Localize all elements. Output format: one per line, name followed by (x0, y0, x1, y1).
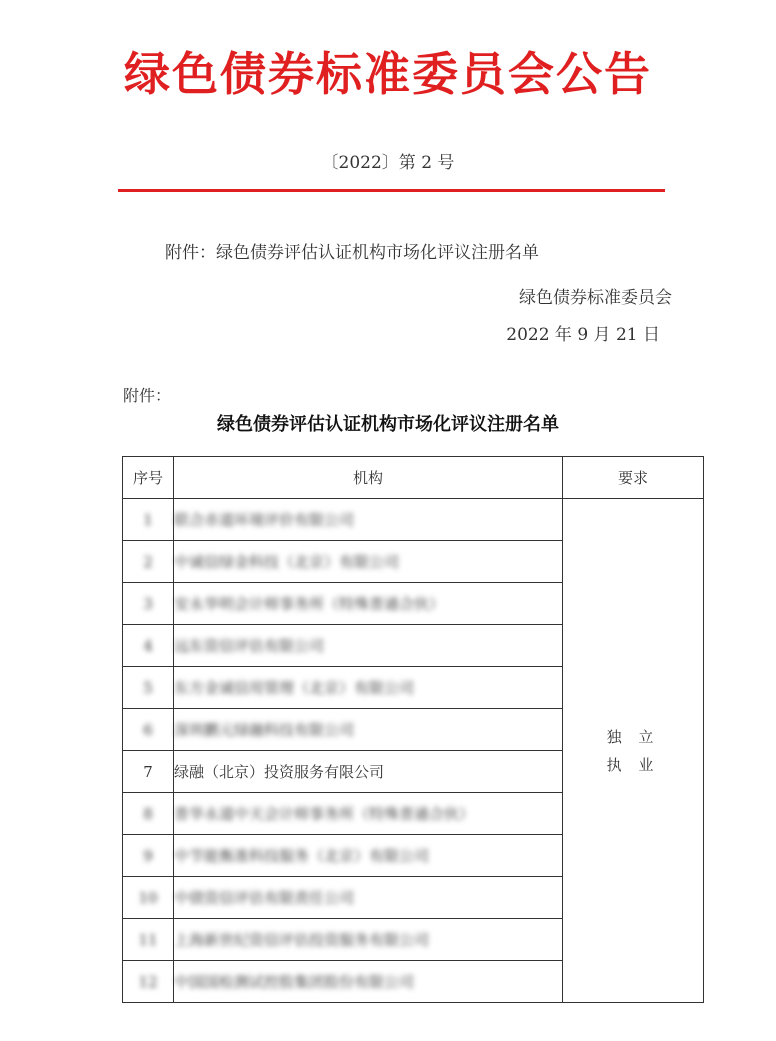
row-seq: 10 (123, 877, 174, 919)
row-seq: 11 (123, 919, 174, 961)
row-organization: 中国国检测试控股集团股份有限公司 (174, 961, 563, 1003)
row-organization: 中债资信评估有限责任公司 (174, 877, 563, 919)
table-row (123, 499, 704, 541)
list-title: 绿色债券评估认证机构市场化评议注册名单 (217, 414, 559, 435)
row-organization: 联合赤道环境评价有限公司 (174, 499, 563, 541)
issuer-signature: 绿色债券标准委员会 (519, 288, 672, 308)
issue-date: 2022 年 9 月 21 日 (506, 325, 660, 345)
row-organization: 普华永道中天会计师事务所（特殊普通合伙） (174, 793, 563, 835)
row-organization: 远东资信评估有限公司 (174, 625, 563, 667)
row-organization: 安永华明会计师事务所（特殊普通合伙） (174, 583, 563, 625)
row-seq: 12 (123, 961, 174, 1003)
header-seq: 序号 (123, 457, 174, 499)
row-seq: 6 (123, 709, 174, 751)
row-organization: 上海新世纪资信评估投资服务有限公司 (174, 919, 563, 961)
row-seq: 2 (123, 541, 174, 583)
row-seq: 8 (123, 793, 174, 835)
requirement-line-1: 独 立 (606, 727, 660, 746)
registry-body (123, 499, 704, 1003)
red-divider (118, 189, 665, 192)
row-organization: 绿融（北京）投资服务有限公司 (174, 751, 563, 793)
row-seq: 5 (123, 667, 174, 709)
row-seq: 7 (123, 751, 174, 793)
requirement-cell (563, 499, 704, 1003)
requirement-line-2: 执 业 (606, 755, 660, 774)
document-number: 〔2022〕第 2 号 (321, 153, 455, 173)
row-seq: 1 (123, 499, 174, 541)
row-seq: 3 (123, 583, 174, 625)
attachment-reference: 附件：绿色债券评估认证机构市场化评议注册名单 (165, 243, 539, 263)
row-seq: 9 (123, 835, 174, 877)
header-org: 机构 (174, 457, 563, 499)
row-organization: 东方金诚信用管理（北京）有限公司 (174, 667, 563, 709)
row-organization: 中诚信绿金科技（北京）有限公司 (174, 541, 563, 583)
announcement-title: 绿色债券标准委员会公告 (124, 47, 652, 101)
registry-table (122, 456, 704, 1003)
header-req: 要求 (563, 457, 704, 499)
row-organization: 深圳鹏元绿融科技有限公司 (174, 709, 563, 751)
row-seq: 4 (123, 625, 174, 667)
attachment-label: 附件： (123, 386, 172, 405)
table-header-row (123, 457, 704, 499)
row-organization: 中节能衡准科技服务（北京）有限公司 (174, 835, 563, 877)
